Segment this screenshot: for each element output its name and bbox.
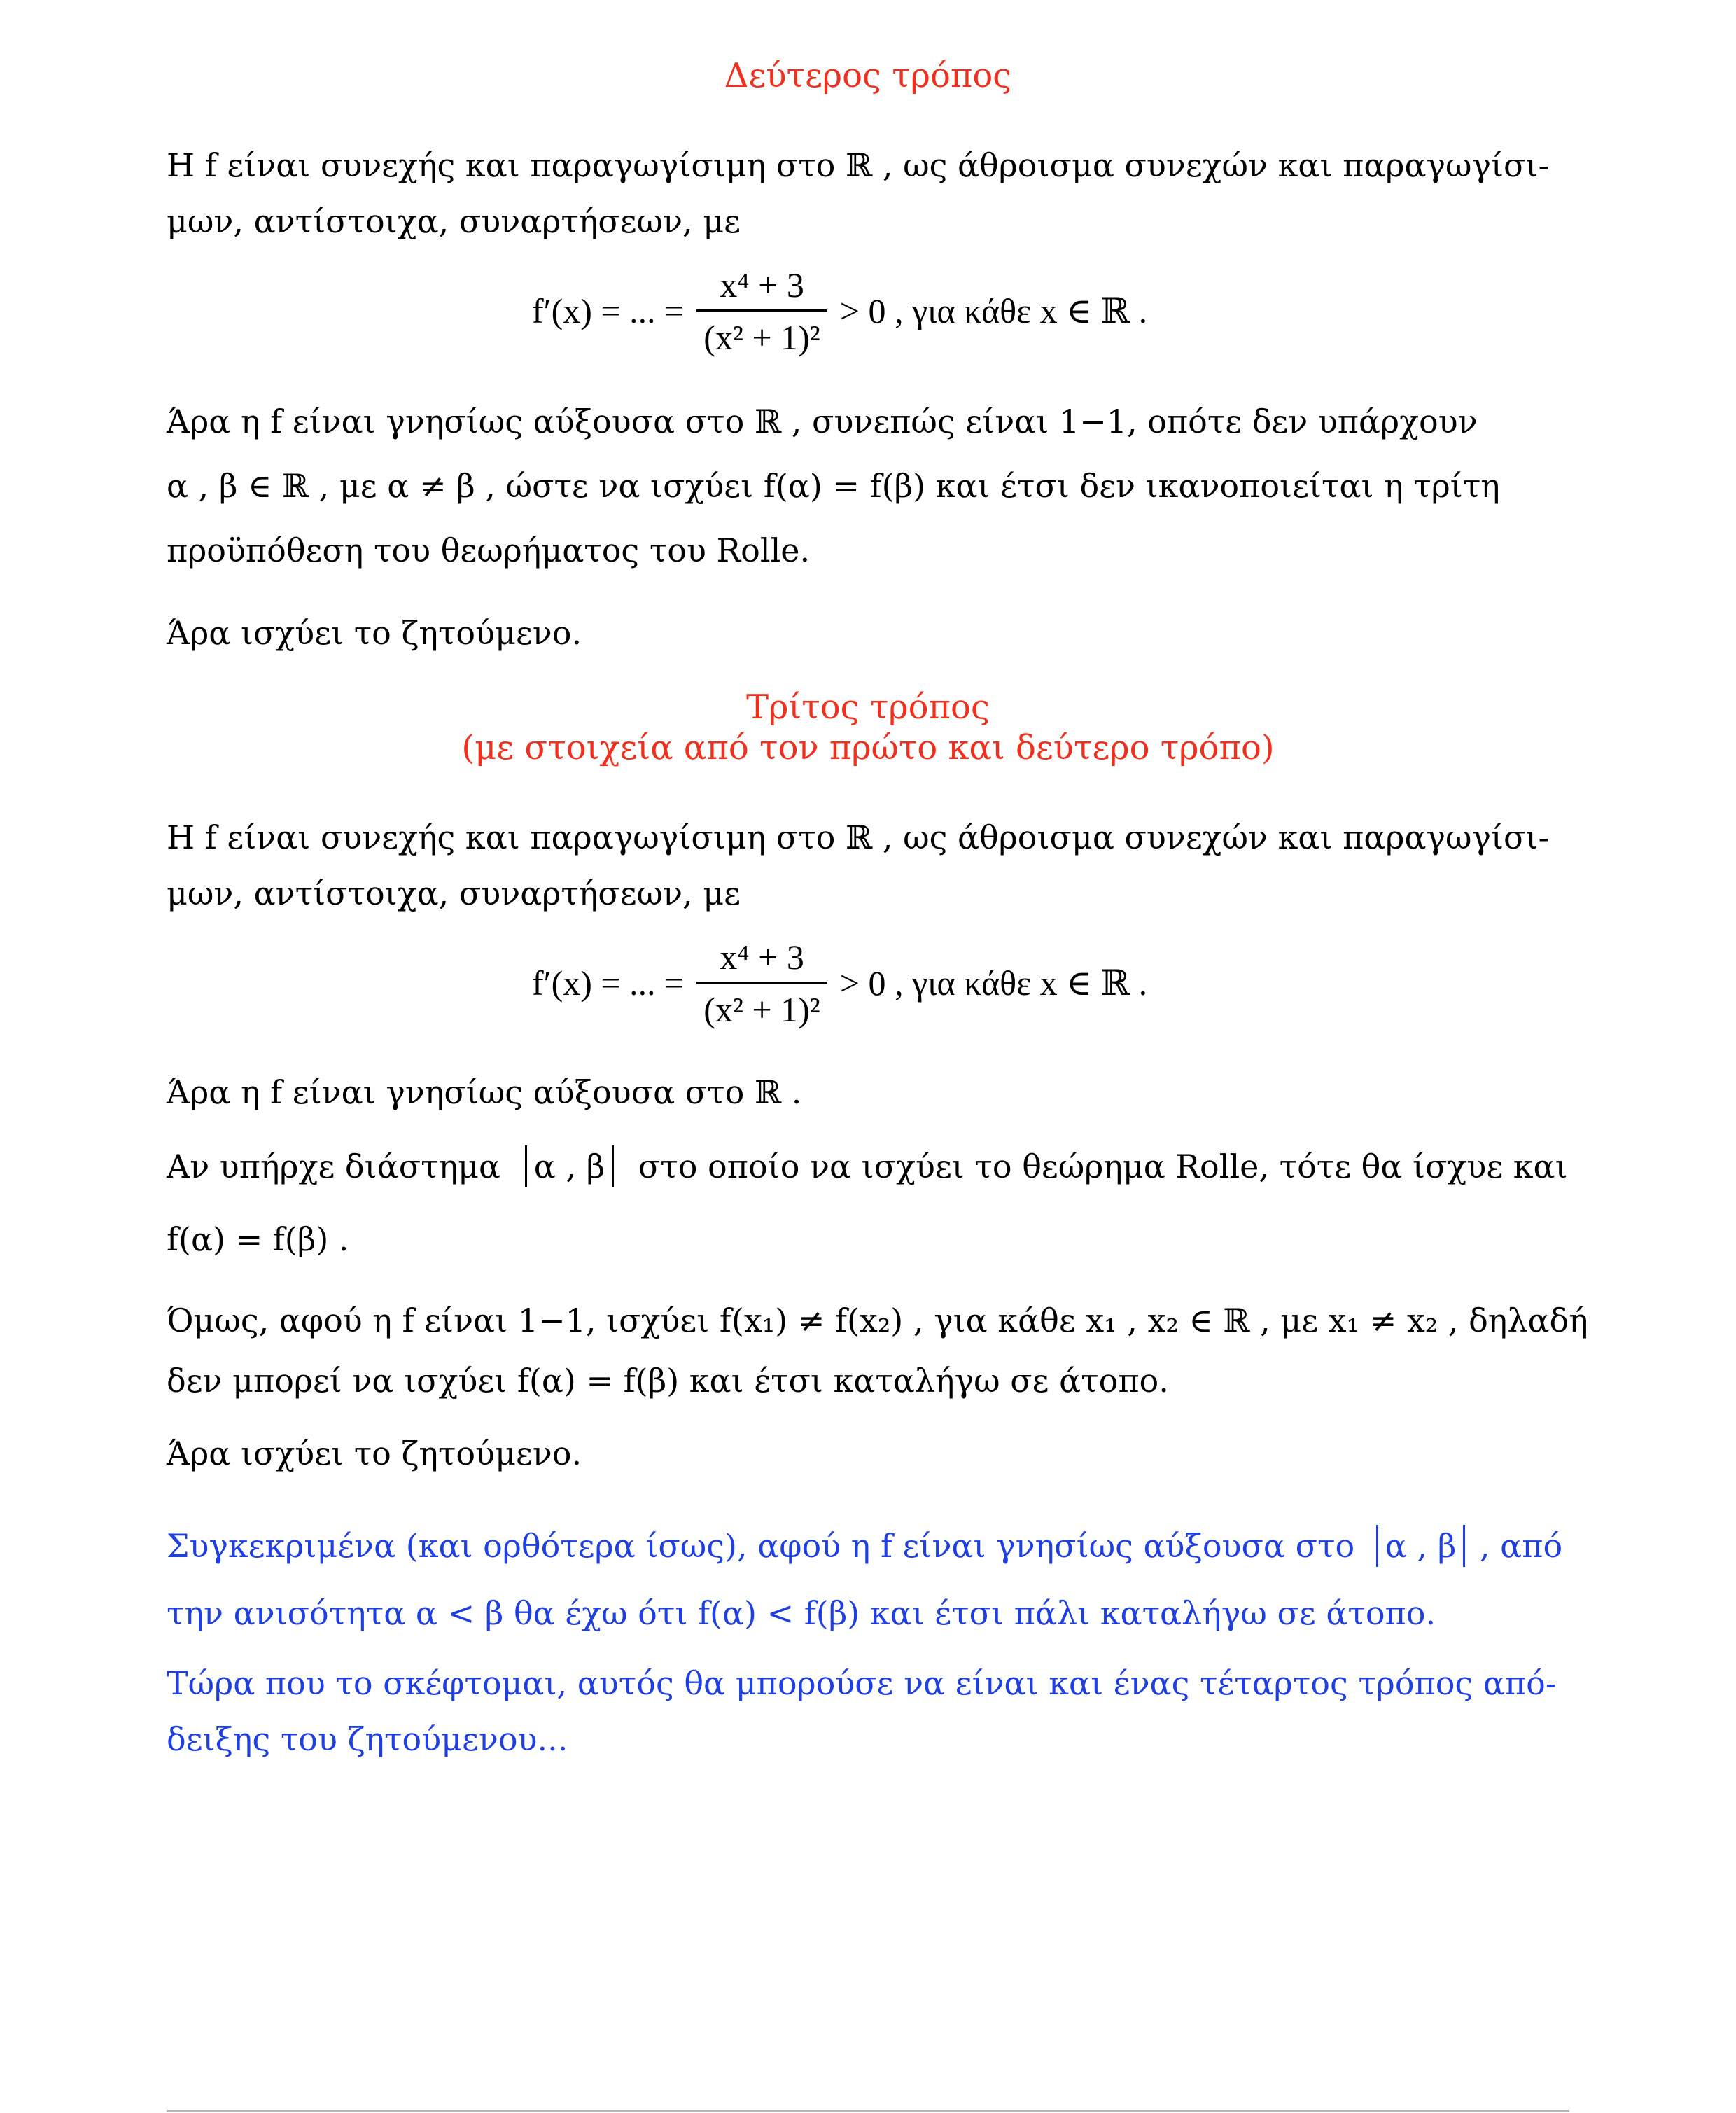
sec3-paragraph2: Άρα η f είναι γνησίως αύξουσα στο ℝ . xyxy=(167,1073,802,1111)
sec3-p3-text-a: Αν υπήρχε διάστημα xyxy=(167,1148,501,1185)
sec2-paragraph2-line2: α , β ∈ ℝ , με α ≠ β , ώστε να ισχύει f(α) = f(β) και έτσι δεν ικανοποιείται η τρίτη xyxy=(167,467,1500,505)
sec2-eq-lhs: f′(x) = ... = xyxy=(532,291,685,330)
heading-third-method: Τρίτος τρόπος xyxy=(746,688,990,727)
note-line4: δειξης του ζητούμενου... xyxy=(167,1720,568,1758)
sec2-eq-denominator: (x² + 1)² xyxy=(696,309,827,359)
note-line2: την ανισότητα α < β θα έχω ότι f(α) < f(β) και έτσι πάλι καταλήγω σε άτοπο. xyxy=(167,1594,1436,1632)
sec3-eq-numerator: x⁴ + 3 xyxy=(720,937,804,977)
sec3-eq-rhs: > 0 , για κάθε x ∈ ℝ . xyxy=(839,963,1148,1003)
heading-third-method-subtitle: (με στοιχεία από τον πρώτο και δεύτερο τρόπο) xyxy=(461,728,1275,767)
sec2-paragraph1-line2: μων, αντίστοιχα, συναρτήσεων, με xyxy=(167,202,741,240)
note-text-b: , από xyxy=(1479,1527,1563,1565)
sec2-paragraph1-line1: Η f είναι συνεχής και παραγωγίσιμη στο ℝ , ως άθροισμα συνεχών και παραγωγίσι- xyxy=(167,146,1550,184)
sec2-derivative-equation xyxy=(532,255,1147,367)
sec3-conclusion: Άρα ισχύει το ζητούμενο. xyxy=(167,1435,582,1472)
sec2-conclusion: Άρα ισχύει το ζητούμενο. xyxy=(167,614,582,652)
note-line3: Τώρα που το σκέφτομαι, αυτός θα μπορούσε να είναι και ένας τέταρτος τρόπος από- xyxy=(167,1664,1557,1702)
sec3-paragraph4-line2: δεν μπορεί να ισχύει f(α) = f(β) και έτσι καταλήγω σε άτοπο. xyxy=(167,1362,1169,1400)
sec3-derivative-equation xyxy=(532,927,1147,1039)
sec3-eq-fraction xyxy=(696,935,827,1031)
sec2-eq-numerator: x⁴ + 3 xyxy=(720,265,804,305)
sec3-interval-bracket: α , β xyxy=(525,1145,615,1187)
footer-divider xyxy=(167,2110,1569,2112)
sec3-paragraph1-line2: μων, αντίστοιχα, συναρτήσεων, με xyxy=(167,874,741,912)
sec2-eq-rhs: > 0 , για κάθε x ∈ ℝ . xyxy=(839,291,1148,330)
sec2-paragraph2-line3: προϋπόθεση του θεωρήματος του Rolle. xyxy=(167,531,811,569)
heading-second-method: Δεύτερος τρόπος xyxy=(724,56,1012,95)
sec3-paragraph3-line1 xyxy=(167,1145,1568,1187)
sec3-eq-lhs: f′(x) = ... = xyxy=(532,963,685,1003)
note-text-a: Συγκεκριμένα (και ορθότερα ίσως), αφού η f είναι γνησίως αύξουσα στο xyxy=(167,1527,1355,1565)
sec2-paragraph2-line1: Άρα η f είναι γνησίως αύξουσα στο ℝ , συνεπώς είναι 1−1, οπότε δεν υπάρχουν xyxy=(167,403,1478,440)
note-line1 xyxy=(167,1525,1562,1567)
sec3-paragraph3-line2: f(α) = f(β) . xyxy=(167,1220,349,1258)
sec2-eq-fraction xyxy=(696,263,827,359)
sec3-p3-text-b: στο οποίο να ισχύει το θεώρημα Rolle, τότε θα ίσχυε και xyxy=(638,1148,1568,1185)
sec3-eq-denominator: (x² + 1)² xyxy=(696,982,827,1031)
note-interval-bracket: α , β xyxy=(1376,1525,1466,1567)
sec3-paragraph4-line1: Όμως, αφού η f είναι 1−1, ισχύει f(x₁) ≠ f(x₂) , για κάθε x₁ , x₂ ∈ ℝ , με x₁ ≠ x₂ , δηλαδή xyxy=(167,1302,1588,1339)
sec3-paragraph1-line1: Η f είναι συνεχής και παραγωγίσιμη στο ℝ , ως άθροισμα συνεχών και παραγωγίσι- xyxy=(167,818,1550,856)
